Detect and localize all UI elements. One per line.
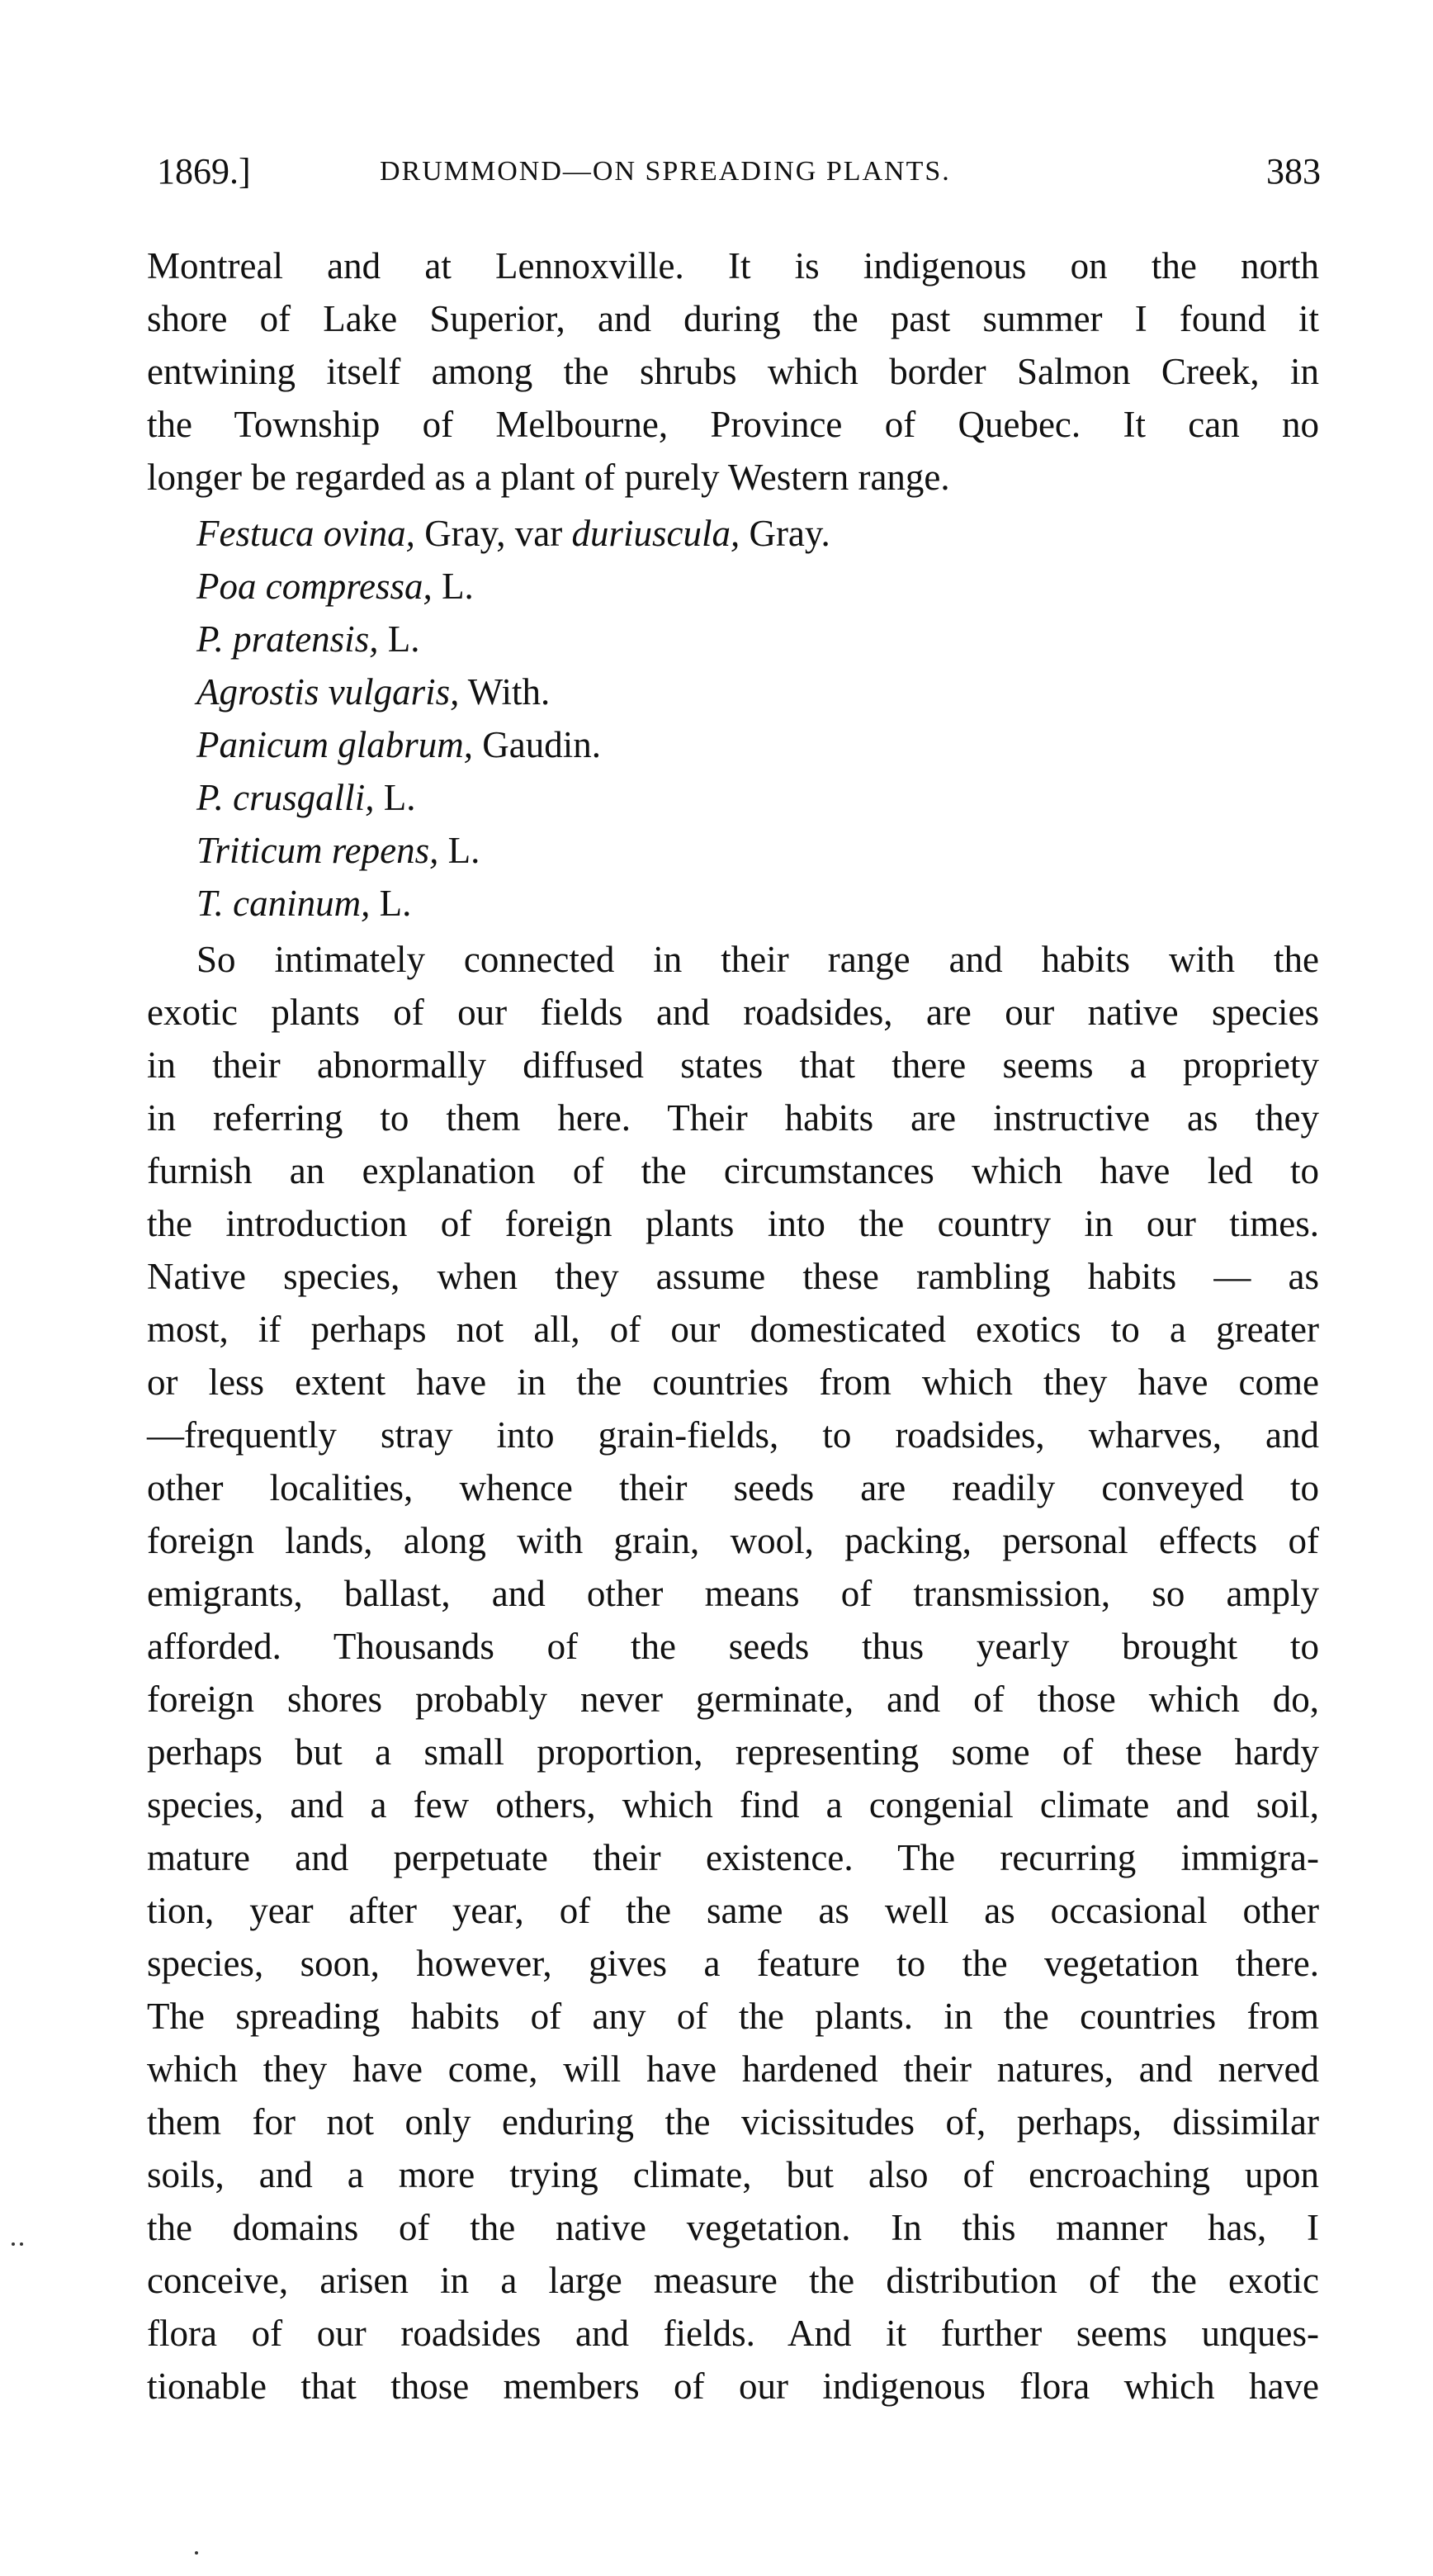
species-entry bbox=[196, 824, 480, 877]
species-authority: With. bbox=[459, 671, 551, 713]
text-line: entwining itself among the shrubs which border Salmon Creek, in bbox=[147, 351, 1319, 392]
text-line: in referring to them here. Their habits are instructive as they bbox=[147, 1097, 1319, 1139]
page-number: 383 bbox=[1266, 151, 1321, 192]
text-line: shore of Lake Superior, and during the past summer I found it bbox=[147, 298, 1319, 339]
species-name: Triticum repens, bbox=[196, 830, 439, 871]
species-entry bbox=[196, 507, 830, 560]
species-entry bbox=[196, 560, 474, 613]
species-name: Poa compressa, bbox=[196, 566, 433, 607]
text-line: the Township of Melbourne, Province of Quebec. It can no bbox=[147, 404, 1319, 445]
text-line: tionable that those members of our indigenous flora which have bbox=[147, 2365, 1319, 2407]
species-authority: Gray, var bbox=[414, 513, 572, 554]
text-line: The spreading habits of any of the plants. in the countries from bbox=[147, 1996, 1319, 2037]
species-authority: Gray. bbox=[740, 513, 830, 554]
species-variety: duriuscula, bbox=[571, 513, 740, 554]
text-line: Montreal and at Lennoxville. It is indigenous on the north bbox=[147, 245, 1319, 286]
species-name: P. crusgalli, bbox=[196, 777, 375, 818]
text-line: the introduction of foreign plants into the country in our times. bbox=[147, 1203, 1319, 1244]
text-line: furnish an explanation of the circumstances which have led to bbox=[147, 1150, 1319, 1191]
text-line: soils, and a more trying climate, but also of encroaching upon bbox=[147, 2154, 1319, 2195]
text-line: longer be regarded as a plant of purely Western range. bbox=[147, 457, 950, 498]
text-line: exotic plants of our fields and roadsides, are our native species bbox=[147, 992, 1319, 1033]
print-speck bbox=[195, 2551, 198, 2555]
text-line: species, and a few others, which find a congenial climate and soil, bbox=[147, 1784, 1319, 1825]
species-entry bbox=[196, 718, 601, 771]
text-line: foreign shores probably never germinate, and of those which do, bbox=[147, 1679, 1319, 1720]
text-line: species, soon, however, gives a feature to the vegetation there. bbox=[147, 1943, 1319, 1984]
species-name: Panicum glabrum, bbox=[196, 724, 473, 765]
page-header bbox=[157, 147, 1321, 197]
print-speck bbox=[20, 2242, 23, 2246]
text-line: conceive, arisen in a large measure the distribution of the exotic bbox=[147, 2260, 1319, 2301]
species-name: P. pratensis, bbox=[196, 618, 379, 660]
species-authority: L. bbox=[432, 566, 474, 607]
text-line: or less extent have in the countries from which they have come bbox=[147, 1361, 1319, 1403]
species-entry bbox=[196, 665, 550, 718]
species-authority: L. bbox=[370, 883, 412, 924]
species-name: T. caninum, bbox=[196, 883, 371, 924]
text-line: emigrants, ballast, and other means of transmission, so amply bbox=[147, 1573, 1319, 1614]
species-entry bbox=[196, 877, 411, 930]
text-line: in their abnormally diffused states that there seems a propriety bbox=[147, 1044, 1319, 1086]
species-name: Agrostis vulgaris, bbox=[196, 671, 460, 713]
header-year: 1869.] bbox=[157, 151, 251, 192]
text-line: foreign lands, along with grain, wool, packing, personal effects of bbox=[147, 1520, 1319, 1561]
text-line: Native species, when they assume these rambling habits — as bbox=[147, 1256, 1319, 1297]
text-line: afforded. Thousands of the seeds thus yearly brought to bbox=[147, 1626, 1319, 1667]
text-line: flora of our roadsides and fields. And it further seems unques- bbox=[147, 2313, 1319, 2354]
text-line: —frequently stray into grain-fields, to roadsides, wharves, and bbox=[147, 1414, 1319, 1456]
species-authority: L. bbox=[378, 618, 420, 660]
species-entry bbox=[196, 771, 415, 824]
text-line: So intimately connected in their range and habits with the bbox=[196, 939, 1319, 980]
species-authority: L. bbox=[438, 830, 480, 871]
species-authority: L. bbox=[374, 777, 416, 818]
species-entry bbox=[196, 613, 419, 665]
running-title: DRUMMOND—ON SPREADING PLANTS. bbox=[380, 156, 951, 187]
text-line: most, if perhaps not all, of our domesticated exotics to a greater bbox=[147, 1309, 1319, 1350]
text-line: tion, year after year, of the same as well as occasional other bbox=[147, 1890, 1319, 1931]
text-line: perhaps but a small proportion, representing some of these hardy bbox=[147, 1731, 1319, 1773]
text-line: which they have come, will have hardened their natures, and nerved bbox=[147, 2048, 1319, 2090]
species-name: Festuca ovina, bbox=[196, 513, 415, 554]
species-authority: Gaudin. bbox=[472, 724, 601, 765]
text-line: mature and perpetuate their existence. The recurring immigra- bbox=[147, 1837, 1319, 1878]
text-line: them for not only enduring the vicissitudes of, perhaps, dissimilar bbox=[147, 2101, 1319, 2143]
text-line: other localities, whence their seeds are readily conveyed to bbox=[147, 1467, 1319, 1508]
print-speck bbox=[12, 2242, 15, 2246]
text-line: the domains of the native vegetation. In this manner has, I bbox=[147, 2207, 1319, 2248]
